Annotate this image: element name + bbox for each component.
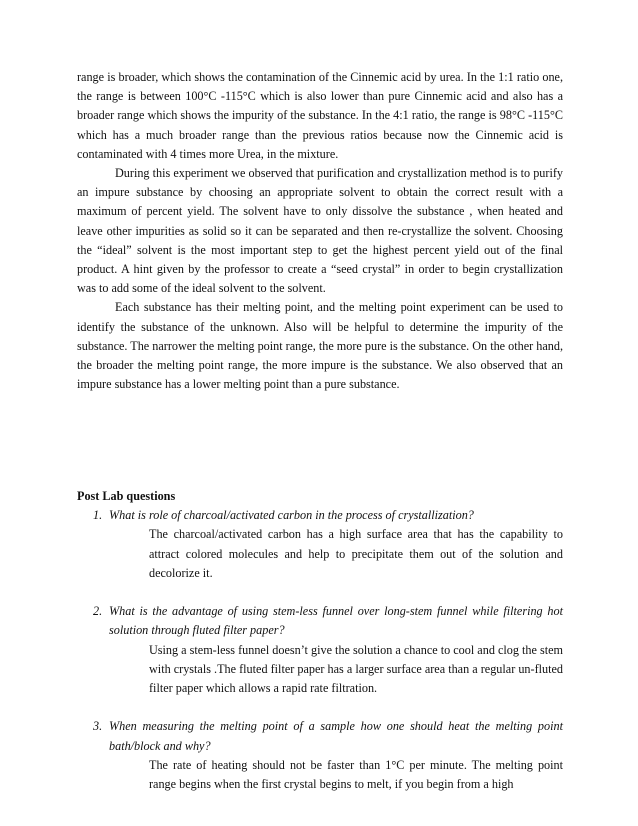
answer-text: The rate of heating should not be faster than 1°C per minute. The melting point range begins when the first crystal begins to melt, if you begin from a high [149, 757, 563, 792]
post-lab-heading: Post Lab questions [77, 489, 176, 503]
post-lab-section [77, 487, 563, 794]
answer-text: Using a stem-less funnel doesn’t give the solution a chance to cool and clog the stem with crystals .The fluted filter paper has a larger surface area than a regular un-fluted filter paper which allows a rapid rate filtration. [149, 642, 563, 696]
paragraph-melting-point: Each substance has their melting point, and the melting point experiment can be used to identify the substance of the unknown. Also will be helpful to determine the impurity of the substance. The narrower the melting point range, the more pure is the substance. On the other hand, the broader the melting point range, the more impure is the substance. We also observed that an impure substance has a lower melting point than a pure substance. [77, 300, 563, 392]
question-number: 2. [93, 604, 103, 619]
question-item-2 [77, 602, 563, 698]
answer-text: The charcoal/activated carbon has a high surface area that has the capability to attract colored molecules and help to precipitate them out of the solution and decolorize it. [149, 527, 563, 580]
spacer [77, 583, 563, 602]
question-item-3 [77, 717, 563, 794]
question-text: When measuring the melting point of a sample how one should heat the melting point bath/block and why? [109, 719, 563, 753]
paragraph-contamination: range is broader, which shows the contamination of the Cinnemic acid by urea. In the 1:1 ratio one, the range is between 100°C -115°C which is also lower than pure Cinnemic acid and also has a broader range which shows the impurity of the substance. In the 4:1 ratio, the range is 98°C -115°C which has a much broader range than the previous ratios because now the Cinnemic acid is contaminated with 4 times more Urea, in the mixture. [77, 70, 563, 161]
question-number: 3. [93, 719, 103, 734]
question-item-1 [77, 506, 563, 583]
question-list [77, 506, 563, 794]
question-number: 1. [93, 508, 103, 523]
spacer [77, 698, 563, 717]
paragraph-purification: During this experiment we observed that purification and crystallization method is to purify an impure substance by choosing an appropriate solvent to obtain the correct result with a maximum of percent yield. The solvent have to only dissolve the substance , when heated and leave other impurities as solid so it can be separated and then re-crystallize the solvent. Choosing the “ideal” solvent is the most important step to get the highest percent yield out of the final product. A hint given by the professor to create a “seed crystal” in order to begin crystallization was to add some of the ideal solvent to the solvent. [77, 166, 563, 296]
question-text: What is the advantage of using stem-less funnel over long-stem funnel while filtering hot solution through fluted filter paper? [109, 604, 563, 638]
question-text: What is role of charcoal/activated carbon in the process of crystallization? [109, 508, 474, 523]
discussion-section [77, 68, 563, 394]
